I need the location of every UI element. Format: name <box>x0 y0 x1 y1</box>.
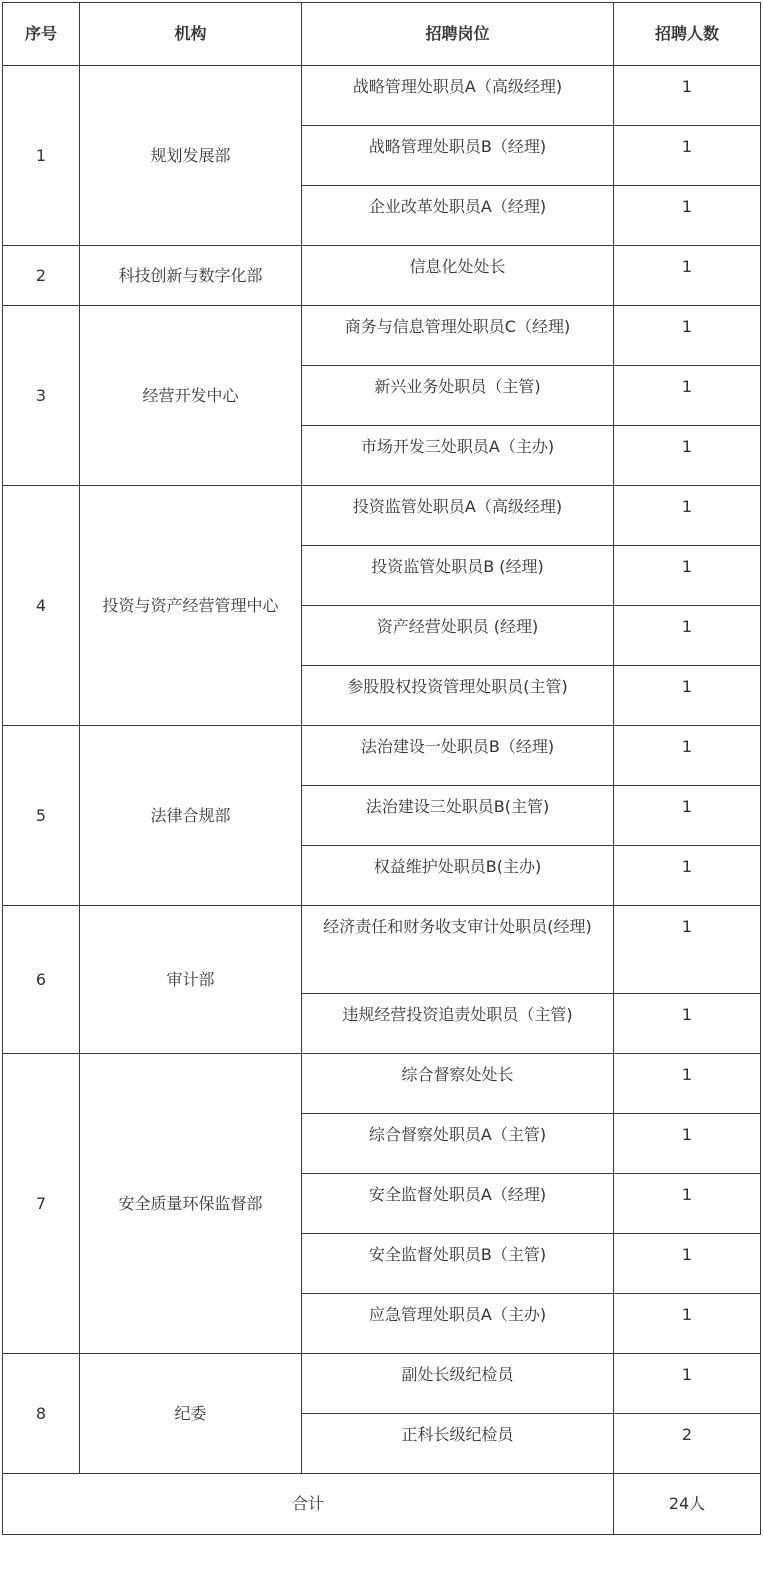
recruitment-table <box>2 2 761 1535</box>
org-cell: 规划发展部 <box>80 66 302 246</box>
org-cell: 审计部 <box>80 906 302 1054</box>
org-cell: 科技创新与数字化部 <box>80 246 302 306</box>
seq-cell: 8 <box>3 1354 80 1474</box>
count-cell: 1 <box>614 486 761 546</box>
org-cell: 经营开发中心 <box>80 306 302 486</box>
table-row <box>3 906 761 994</box>
position-cell: 安全监督处职员B（主管) <box>302 1234 614 1294</box>
total-row <box>3 1474 761 1535</box>
position-cell: 法治建设一处职员B（经理) <box>302 726 614 786</box>
position-cell: 应急管理处职员A（主办) <box>302 1294 614 1354</box>
table-row <box>3 246 761 306</box>
header-row <box>3 3 761 66</box>
count-cell: 1 <box>614 1294 761 1354</box>
count-cell: 1 <box>614 906 761 994</box>
count-cell: 1 <box>614 546 761 606</box>
position-cell: 信息化处处长 <box>302 246 614 306</box>
org-cell: 法律合规部 <box>80 726 302 906</box>
count-cell: 1 <box>614 1234 761 1294</box>
count-cell: 1 <box>614 1114 761 1174</box>
seq-cell: 5 <box>3 726 80 906</box>
count-cell: 1 <box>614 1054 761 1114</box>
org-cell: 纪委 <box>80 1354 302 1474</box>
count-cell: 1 <box>614 246 761 306</box>
table-row <box>3 306 761 366</box>
position-cell: 副处长级纪检员 <box>302 1354 614 1414</box>
position-cell: 战略管理处职员A（高级经理) <box>302 66 614 126</box>
count-cell: 1 <box>614 666 761 726</box>
count-cell: 1 <box>614 186 761 246</box>
total-value: 24人 <box>614 1474 761 1535</box>
position-cell: 战略管理处职员B（经理) <box>302 126 614 186</box>
position-cell: 经济责任和财务收支审计处职员(经理) <box>302 906 614 994</box>
position-cell: 安全监督处职员A（经理) <box>302 1174 614 1234</box>
table-row <box>3 486 761 546</box>
count-cell: 1 <box>614 994 761 1054</box>
count-cell: 2 <box>614 1414 761 1474</box>
position-cell: 企业改革处职员A（经理) <box>302 186 614 246</box>
seq-cell: 4 <box>3 486 80 726</box>
count-cell: 1 <box>614 786 761 846</box>
position-cell: 正科长级纪检员 <box>302 1414 614 1474</box>
header-seq: 序号 <box>3 3 80 66</box>
position-cell: 参股股权投资管理处职员(主管) <box>302 666 614 726</box>
count-cell: 1 <box>614 126 761 186</box>
count-cell: 1 <box>614 846 761 906</box>
position-cell: 综合督察处职员A（主管) <box>302 1114 614 1174</box>
position-cell: 违规经营投资追责处职员（主管) <box>302 994 614 1054</box>
position-cell: 投资监管处职员B (经理) <box>302 546 614 606</box>
table-body <box>3 66 761 1474</box>
org-cell: 投资与资产经营管理中心 <box>80 486 302 726</box>
header-position: 招聘岗位 <box>302 3 614 66</box>
seq-cell: 2 <box>3 246 80 306</box>
total-label: 合计 <box>3 1474 614 1535</box>
position-cell: 投资监管处职员A（高级经理) <box>302 486 614 546</box>
position-cell: 商务与信息管理处职员C（经理) <box>302 306 614 366</box>
count-cell: 1 <box>614 1174 761 1234</box>
count-cell: 1 <box>614 66 761 126</box>
org-cell: 安全质量环保监督部 <box>80 1054 302 1354</box>
position-cell: 权益维护处职员B(主办) <box>302 846 614 906</box>
count-cell: 1 <box>614 606 761 666</box>
count-cell: 1 <box>614 726 761 786</box>
seq-cell: 1 <box>3 66 80 246</box>
count-cell: 1 <box>614 366 761 426</box>
position-cell: 资产经营处职员 (经理) <box>302 606 614 666</box>
position-cell: 综合督察处处长 <box>302 1054 614 1114</box>
table-row <box>3 1354 761 1414</box>
header-count: 招聘人数 <box>614 3 761 66</box>
table-row <box>3 66 761 126</box>
table-row <box>3 726 761 786</box>
position-cell: 市场开发三处职员A（主办) <box>302 426 614 486</box>
header-org: 机构 <box>80 3 302 66</box>
count-cell: 1 <box>614 426 761 486</box>
seq-cell: 7 <box>3 1054 80 1354</box>
count-cell: 1 <box>614 1354 761 1414</box>
table-row <box>3 1054 761 1114</box>
count-cell: 1 <box>614 306 761 366</box>
position-cell: 法治建设三处职员B(主管) <box>302 786 614 846</box>
seq-cell: 6 <box>3 906 80 1054</box>
seq-cell: 3 <box>3 306 80 486</box>
position-cell: 新兴业务处职员（主管) <box>302 366 614 426</box>
